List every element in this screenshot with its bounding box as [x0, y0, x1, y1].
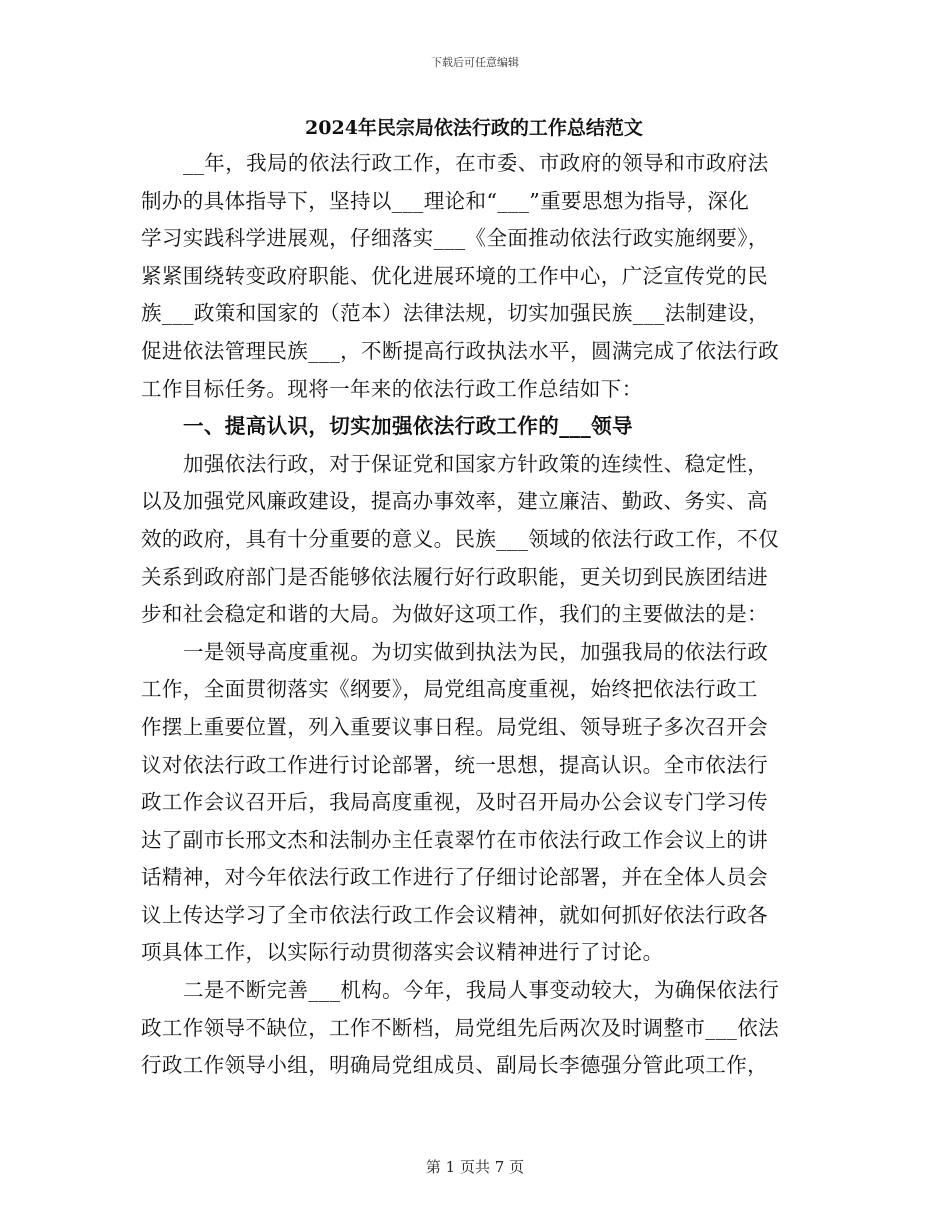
paragraph-line: 族___政策和国家的（范本）法律法规，切实加强民族___法制建设， — [141, 301, 770, 326]
paragraph-line: 效的政府，具有十分重要的意义。民族___领域的依法行政工作，不仅 — [141, 526, 780, 551]
paragraph-line: 加强依法行政，对于保证党和国家方针政策的连续性、稳定性， — [183, 451, 769, 476]
paragraph-line: 二是不断完善___机构。今年，我局人事变动较大，为确保依法行 — [183, 978, 780, 1003]
header-note: 下载后可任意编辑 — [431, 56, 519, 69]
paragraph-line: 工作，全面贯彻落实《纲要》，局党组高度重视，始终把依法行政工 — [141, 677, 758, 702]
paragraph-line: 政工作领导不缺位，工作不断档，局党组先后两次及时调整市___依法 — [141, 1015, 780, 1040]
paragraph-line: 话精神，对今年依法行政工作进行了仔细讨论部署，并在全体人员会 — [141, 865, 768, 890]
document-title: 2024年民宗局依法行政的工作总结范文 — [305, 117, 643, 139]
paragraph-line: 议对依法行政工作进行讨论部署，统一思想，提高认识。全市依法行 — [141, 752, 768, 777]
paragraph-line: 行政工作领导小组，明确局党组成员、副局长李德强分管此项工作， — [141, 1053, 768, 1078]
paragraph-line: 作摆上重要位置，列入重要议事日程。局党组、领导班子多次召开会 — [141, 714, 768, 739]
page-footer: 第 1 页共 7 页 — [425, 1158, 525, 1176]
paragraph-line: 步和社会稳定和谐的大局。为做好这项工作，我们的主要做法的是： — [141, 602, 768, 627]
paragraph-line: 制办的具体指导下，坚持以___理论和“___”重要思想为指导，深化 — [141, 188, 750, 213]
paragraph-line: 关系到政府部门是否能够依法履行好行政职能，更关切到民族团结进 — [141, 564, 768, 589]
paragraph-line: 促进依法管理民族___，不断提高行政执法水平，圆满完成了依法行政 — [141, 338, 780, 363]
paragraph-line: 紧紧围绕转变政府职能、优化进展环境的工作中心，广泛宣传党的民 — [141, 263, 768, 288]
paragraph-line: 议上传达学习了全市依法行政工作会议精神，就如何抓好依法行政各 — [141, 902, 768, 927]
paragraph-line: 达了副市长邢文杰和法制办主任袁翠竹在市依法行政工作会议上的讲 — [141, 827, 768, 852]
paragraph-line: 政工作会议召开后，我局高度重视，及时召开局办公会议专门学习传 — [141, 790, 768, 815]
document-body — [141, 113, 807, 1085]
paragraph-line: 以及加强党风廉政建设，提高办事效率，建立廉洁、勤政、务实、高 — [141, 489, 768, 514]
paragraph-line: 学习实践科学进展观，仔细落实___《全面推动依法行政实施纲要》， — [141, 226, 769, 251]
paragraph-line: 工作目标任务。现将一年来的依法行政工作总结如下： — [141, 376, 643, 401]
section-heading: 一、提高认识，切实加强依法行政工作的___领导 — [183, 414, 633, 439]
paragraph-line: 项具体工作，以实际行动贯彻落实会议精神进行了讨论。 — [141, 940, 664, 965]
paragraph-line: __年，我局的依法行政工作，在市委、市政府的领导和市政府法 — [183, 151, 769, 175]
paragraph-line: 一是领导高度重视。为切实做到执法为民，加强我局的依法行政 — [183, 639, 769, 664]
